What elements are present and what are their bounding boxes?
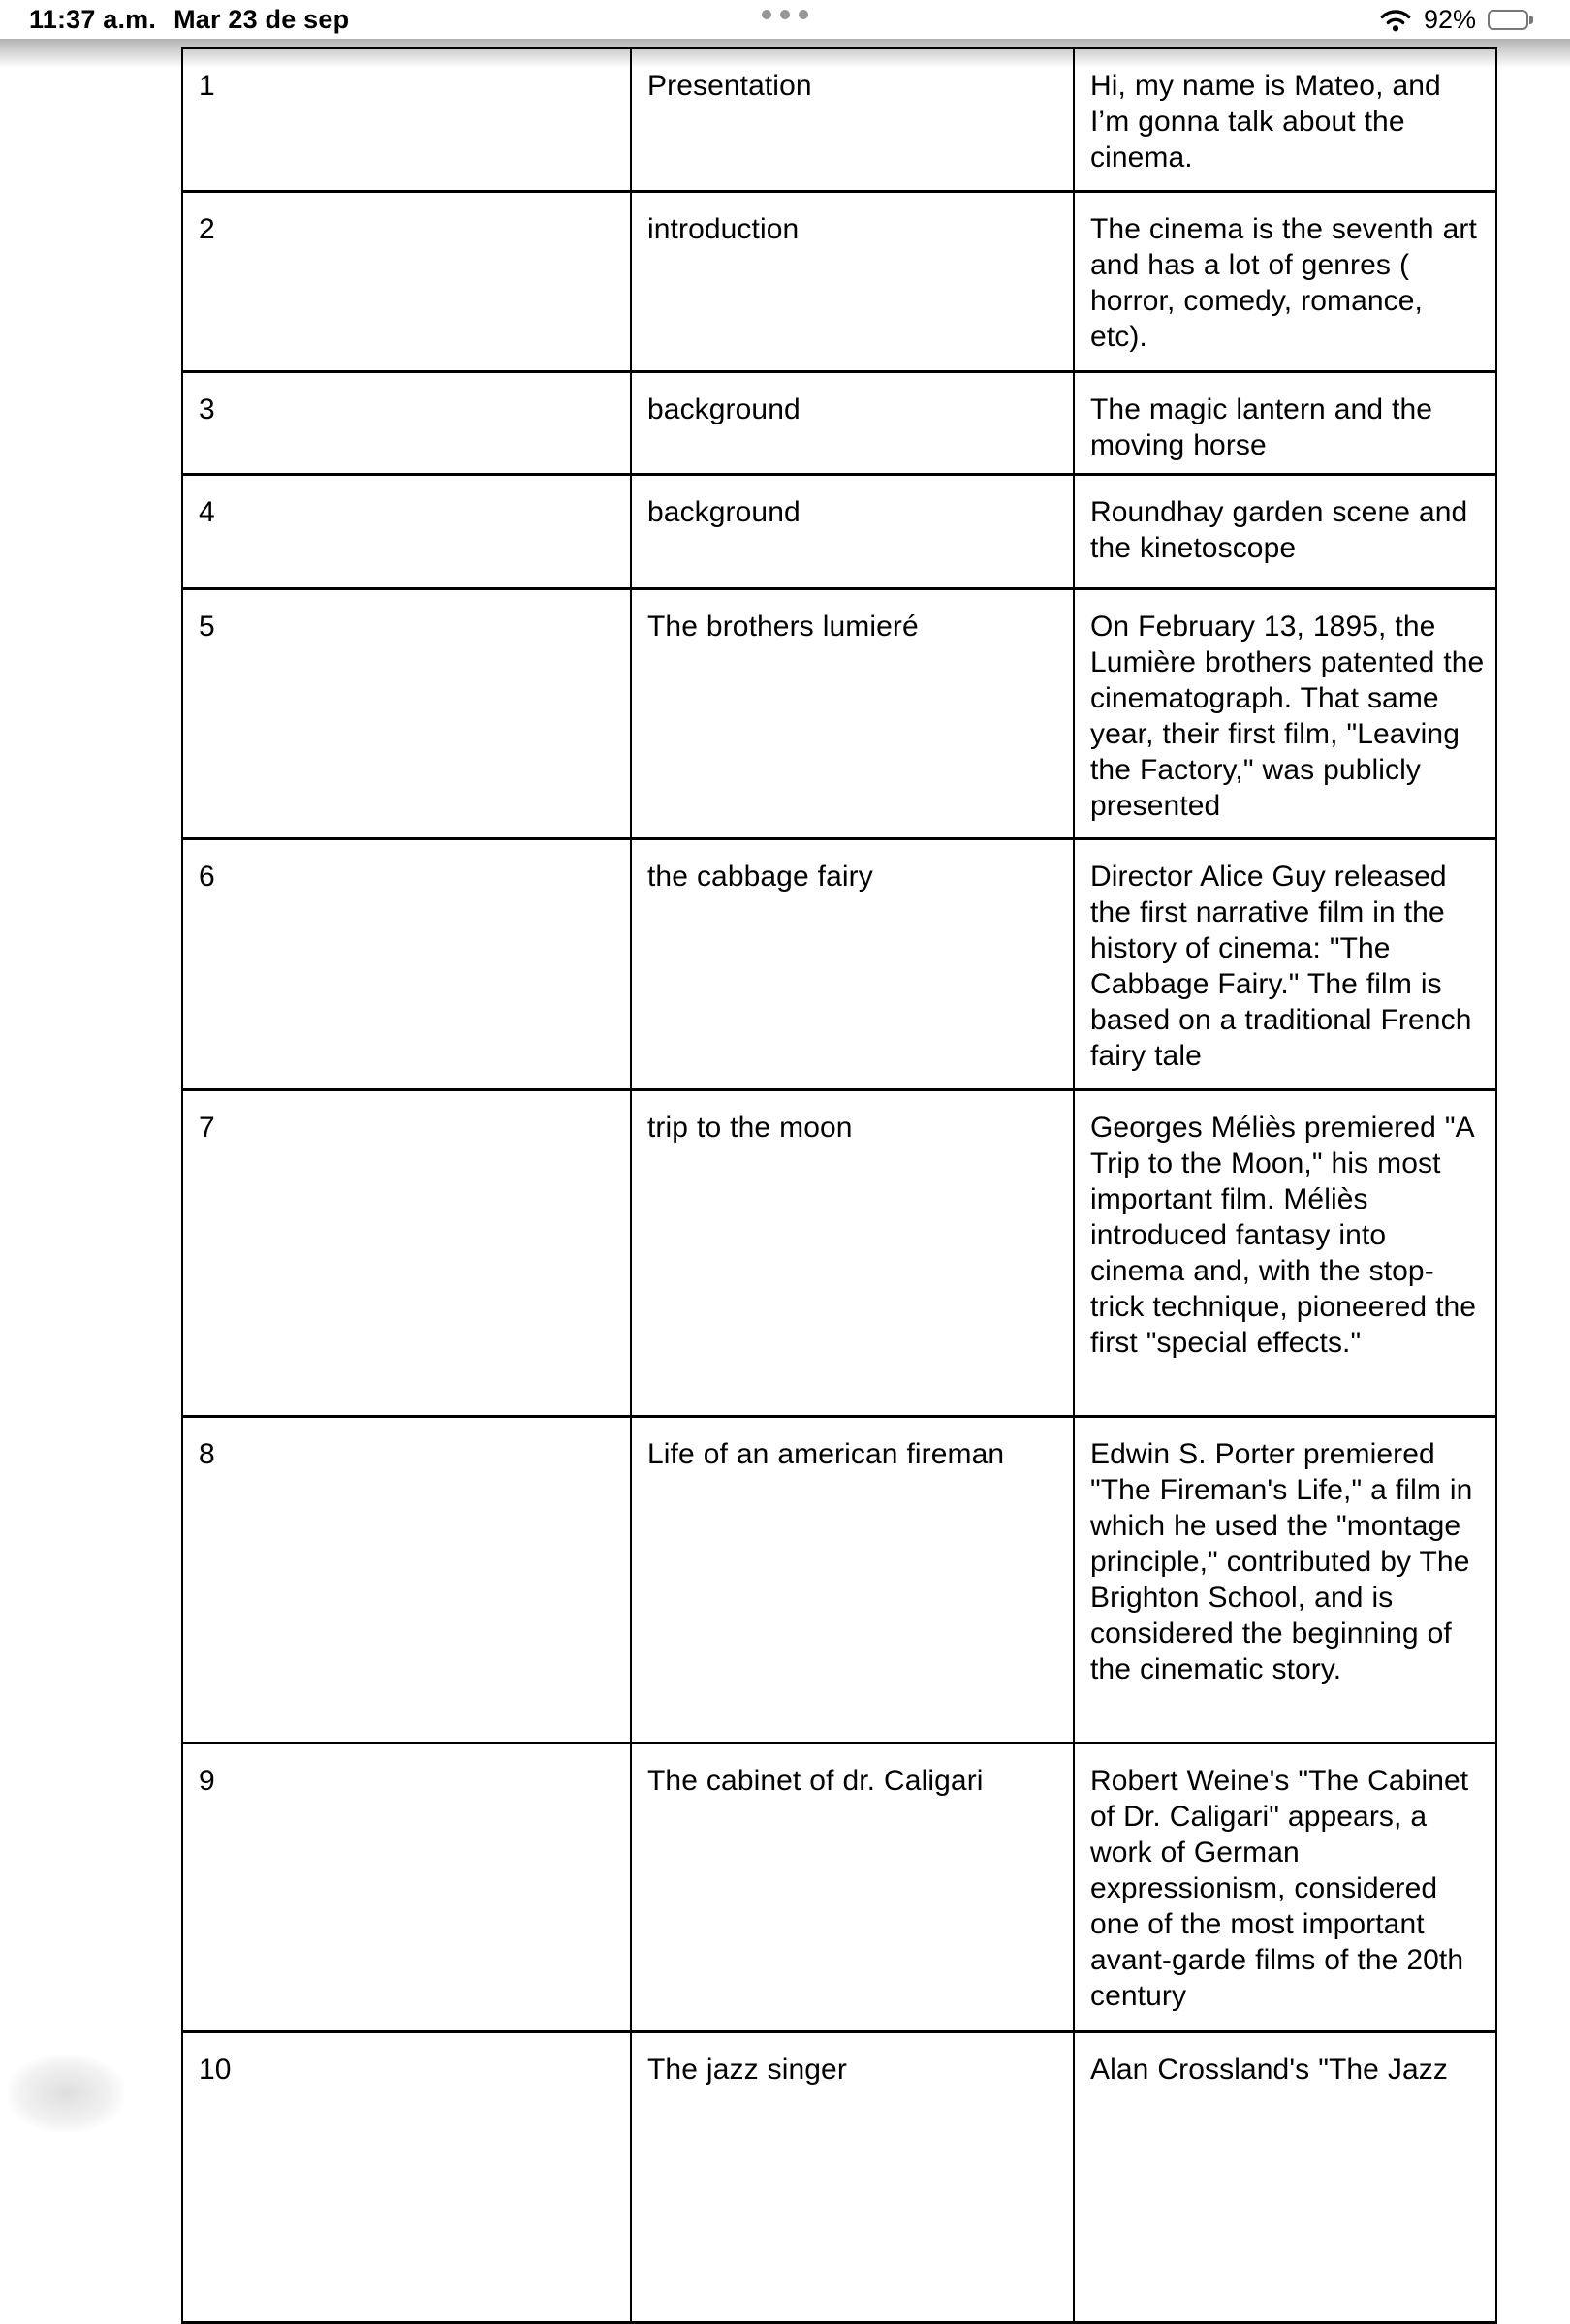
status-date: Mar 23 de sep <box>173 4 350 34</box>
battery-icon <box>1488 10 1533 30</box>
row-description-cell[interactable]: Alan Crossland's "The Jazz <box>1074 2031 1496 2322</box>
table-row <box>182 371 1496 474</box>
row-number-cell[interactable]: 8 <box>182 1416 631 1743</box>
outline-table-body <box>182 48 1496 2322</box>
row-title-cell[interactable]: the cabbage fairy <box>631 838 1074 1089</box>
table-row <box>182 191 1496 371</box>
row-title-cell[interactable]: The cabinet of dr. Caligari <box>631 1743 1074 2031</box>
row-number-cell[interactable]: 10 <box>182 2031 631 2322</box>
row-number-cell[interactable]: 3 <box>182 371 631 474</box>
row-title-cell[interactable]: Presentation <box>631 48 1074 191</box>
row-description-cell[interactable]: Roundhay garden scene and the kinetoscope <box>1074 474 1496 588</box>
row-number-cell[interactable]: 4 <box>182 474 631 588</box>
row-title-cell[interactable]: background <box>631 371 1074 474</box>
row-number-cell[interactable]: 1 <box>182 48 631 191</box>
row-description-cell[interactable]: Georges Méliès premiered "A Trip to the Moon," his most important film. Méliès introduced fantasy into cinema and, with the stop-trick technique, pioneered the first "special effects." <box>1074 1089 1496 1416</box>
row-description-cell[interactable]: Edwin S. Porter premiered "The Fireman's Life," a film in which he used the "montage principle," contributed by The Brighton School, and is considered the beginning of the cinematic story. <box>1074 1416 1496 1743</box>
status-time: 11:37 a.m. <box>29 4 157 34</box>
row-title-cell[interactable]: introduction <box>631 191 1074 371</box>
outline-table <box>181 47 1497 2324</box>
row-description-cell[interactable]: The cinema is the seventh art and has a lot of genres ( horror, comedy, romance, etc). <box>1074 191 1496 371</box>
table-row <box>182 588 1496 838</box>
row-title-cell[interactable]: The brothers lumieré <box>631 588 1074 838</box>
table-row <box>182 1416 1496 1743</box>
status-right <box>1379 5 1570 35</box>
row-description-cell[interactable]: The magic lantern and the moving horse <box>1074 371 1496 474</box>
table-row <box>182 1743 1496 2031</box>
row-description-cell[interactable]: Hi, my name is Mateo, and I’m gonna talk about the cinema. <box>1074 48 1496 191</box>
table-row <box>182 474 1496 588</box>
row-number-cell[interactable]: 7 <box>182 1089 631 1416</box>
row-title-cell[interactable]: trip to the moon <box>631 1089 1074 1416</box>
battery-nub <box>1529 16 1533 24</box>
status-bar <box>0 0 1570 39</box>
table-row <box>182 48 1496 191</box>
dot-icon <box>780 10 790 19</box>
row-number-cell[interactable]: 9 <box>182 1743 631 2031</box>
table-row <box>182 838 1496 1089</box>
multitasking-dots-icon[interactable] <box>762 10 808 19</box>
row-title-cell[interactable]: Life of an american fireman <box>631 1416 1074 1743</box>
dot-icon <box>799 10 808 19</box>
row-number-cell[interactable]: 2 <box>182 191 631 371</box>
wifi-icon <box>1379 7 1412 32</box>
table-row <box>182 2031 1496 2322</box>
battery-body <box>1488 10 1528 30</box>
row-title-cell[interactable]: background <box>631 474 1074 588</box>
dot-icon <box>762 10 771 19</box>
floating-button-shadow <box>8 2055 124 2132</box>
row-title-cell[interactable]: The jazz singer <box>631 2031 1074 2322</box>
row-number-cell[interactable]: 6 <box>182 838 631 1089</box>
row-description-cell[interactable]: Robert Weine's "The Cabinet of Dr. Caligari" appears, a work of German expressionism, considered one of the most important avant-garde films of the 20th century <box>1074 1743 1496 2031</box>
status-left <box>0 5 349 35</box>
battery-percent-label: 92% <box>1423 4 1476 34</box>
document-page <box>181 47 1495 2324</box>
row-number-cell[interactable]: 5 <box>182 588 631 838</box>
row-description-cell[interactable]: On February 13, 1895, the Lumière brothers patented the cinematograph. That same year, their first film, "Leaving the Factory," was publicly presented <box>1074 588 1496 838</box>
table-row <box>182 1089 1496 1416</box>
row-description-cell[interactable]: Director Alice Guy released the first narrative film in the history of cinema: "The Cabbage Fairy." The film is based on a traditional French fairy tale <box>1074 838 1496 1089</box>
